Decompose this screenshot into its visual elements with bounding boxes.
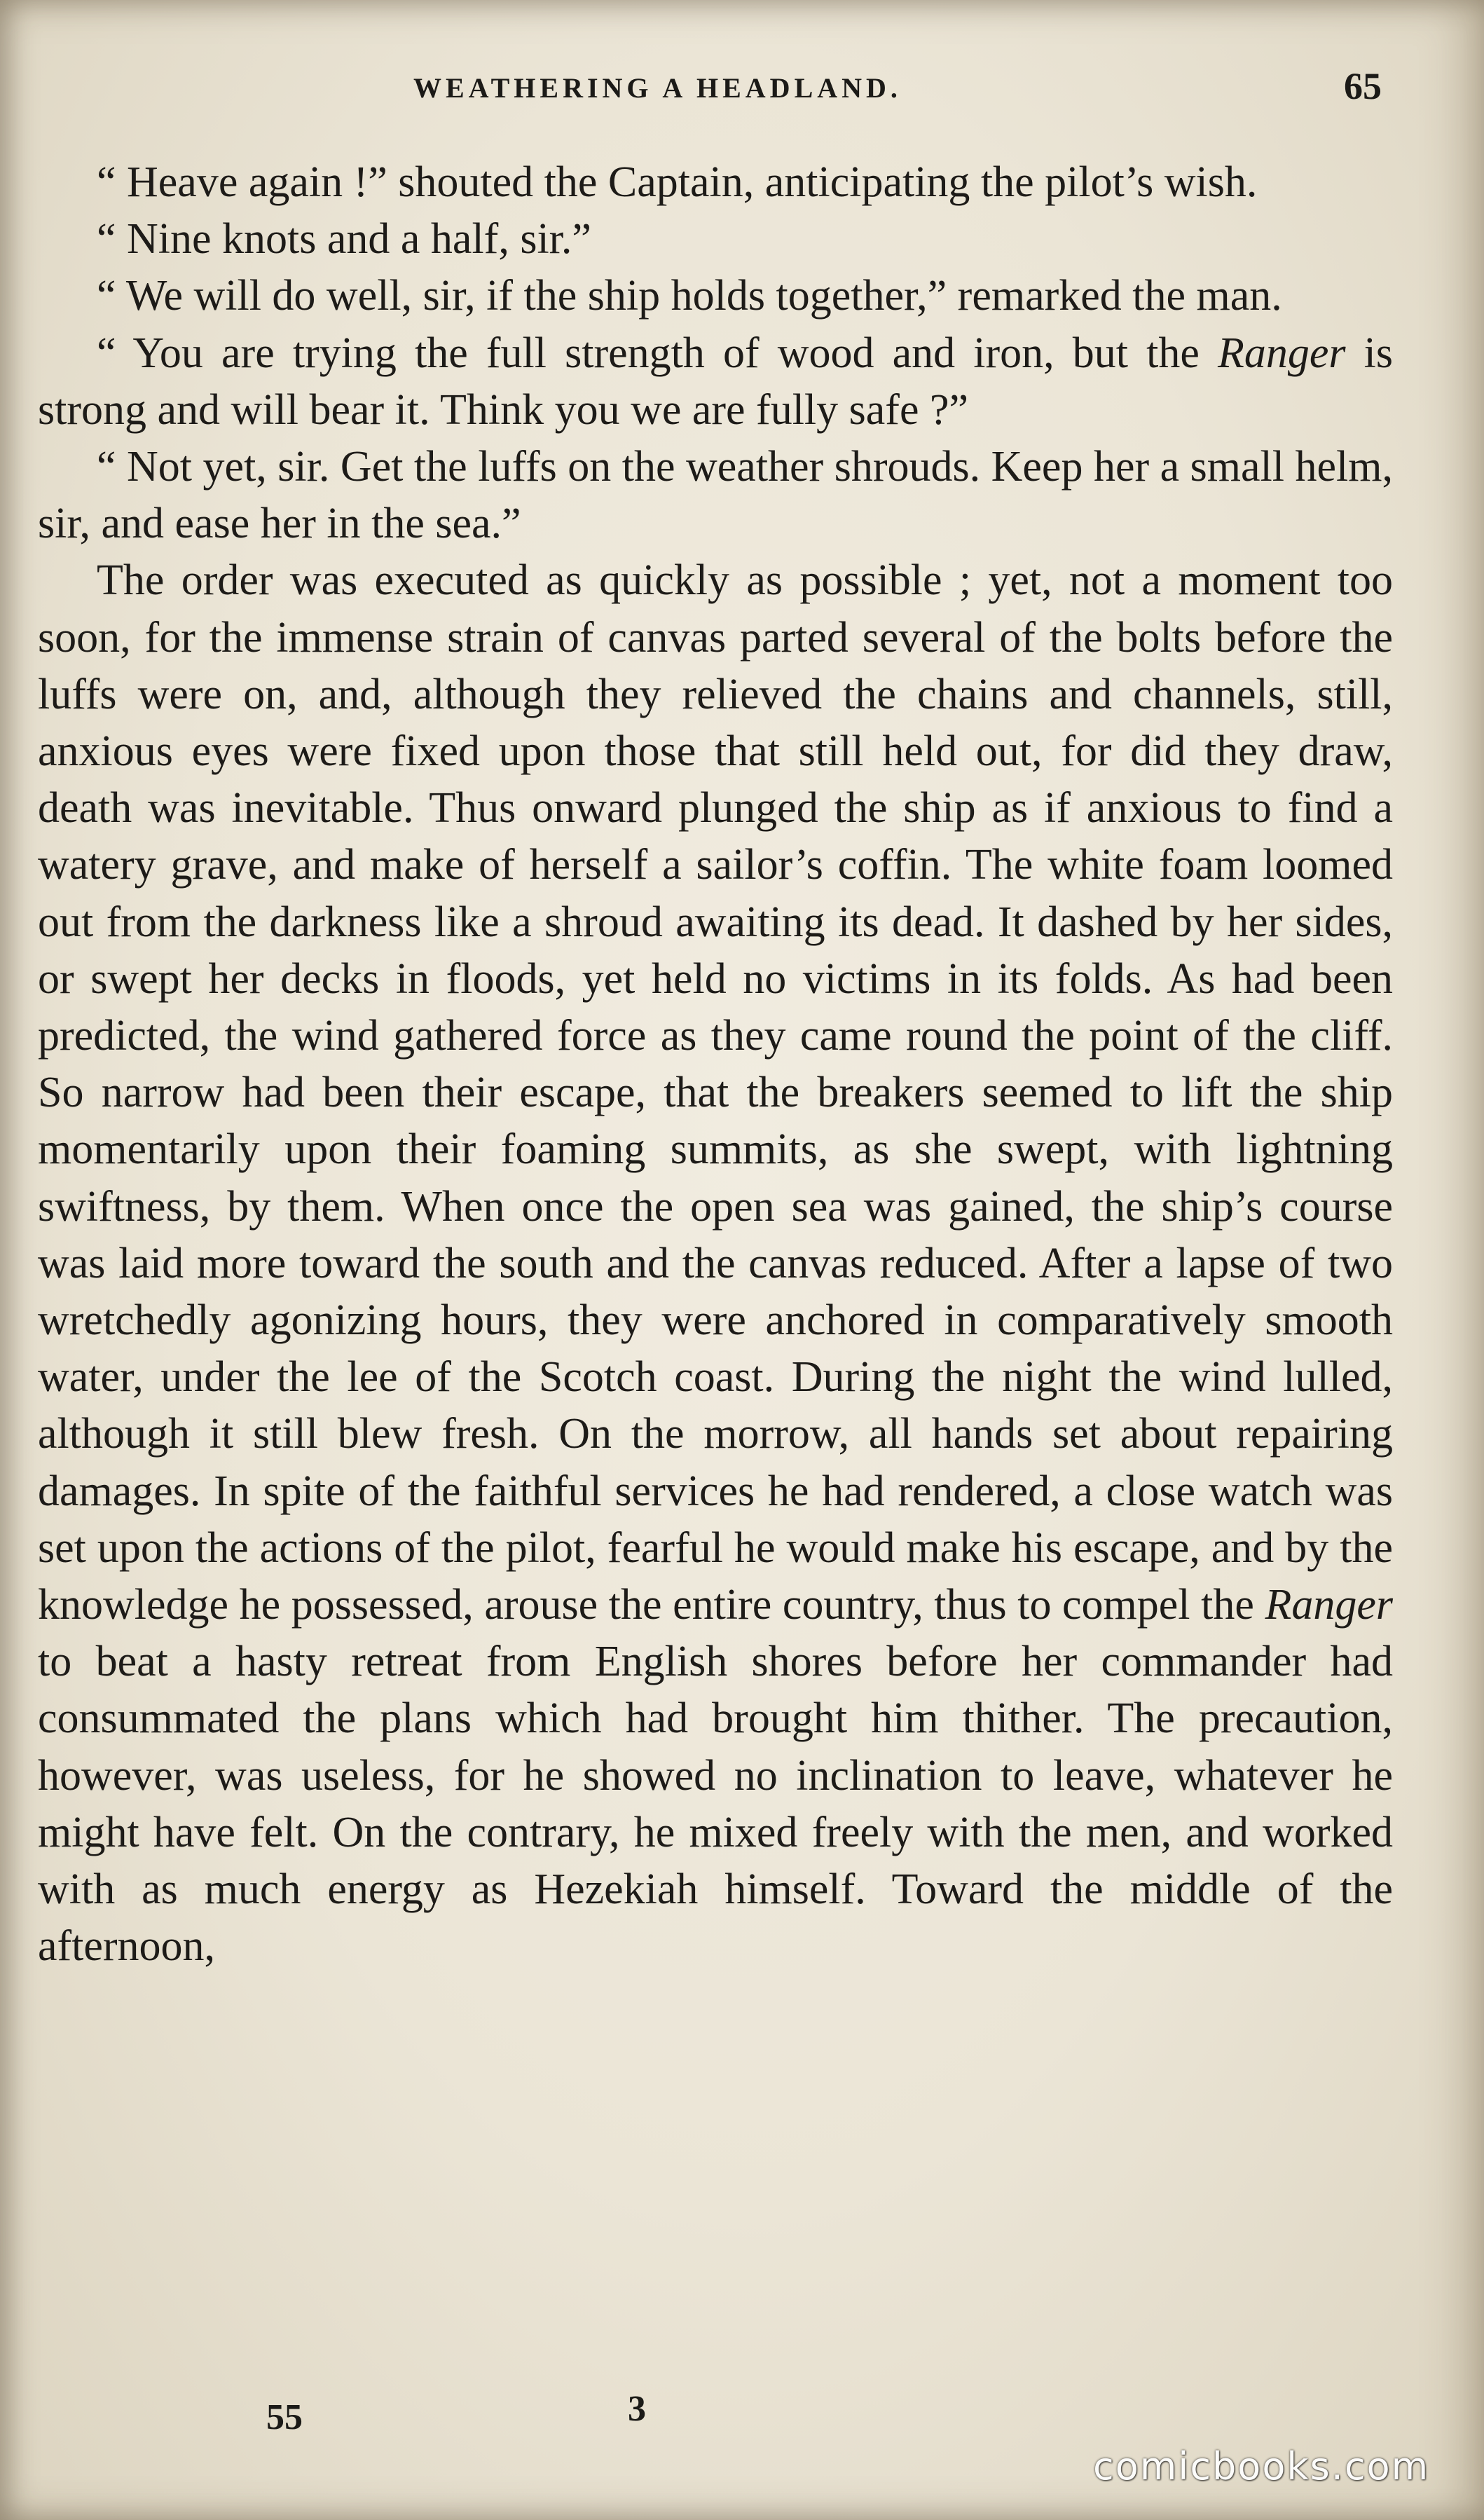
running-head	[0, 64, 1484, 114]
signature-mark-left: 55	[266, 2397, 303, 2437]
page-number: 65	[1344, 65, 1382, 107]
ship-name: Ranger	[1265, 1581, 1393, 1629]
watermark: comicbooks.com	[1093, 2444, 1430, 2488]
paragraph-1: “ Heave again !” shouted the Captain, anticipating the pilot’s wish.	[97, 158, 1258, 206]
ship-name: Ranger	[1218, 329, 1346, 377]
paragraph-3: “ We will do well, sir, if the ship holds together,” remarked the man.	[97, 272, 1282, 320]
paragraph-6: The order was executed as quickly as possible ; yet, not a moment too soon, for the immense strain of canvas parted several of the bolts before the luffs were on, and, although they relieved the chains and channels, still, anxious eyes were fixed upon those that still held out, for did they draw, death was inevitable. Thus onward plunged the ship as if anxious to find a watery grave, and make of herself a sailor’s coffin. The white foam loomed out from the darkness like a shroud awaiting its dead. It dashed by her sides, or swept her decks in floods, yet held no victims in its folds. As had been predicted, the wind gathered force as they came round the point of the cliff. So narrow had been their escape, that the breakers seemed to lift the ship momentarily upon their foaming summits, as she swept, with lightning swiftness, by them. When once the open sea was gained, the ship’s course was laid more toward the south and the canvas reduced. After a lapse of two wretchedly agonizing hours, they were anchored in comparatively smooth water, under the lee of the Scotch coast. During the night the wind lulled, although it still blew fresh. On the morrow, all hands set about repairing damages. In spite of the faithful services he had rendered, a close watch was set upon the actions of the pilot, fearful he would make his escape, and by the knowledge he possessed, arouse the entire country, thus to compel the Ranger to beat a hasty retreat from English shores before her commander had consummated the plans which had brought him thither. The precaution, however, was useless, for he showed no inclination to leave, whatever he might have felt. On the contrary, he mixed freely with the men, and worked with as much energy as Hezekiah himself. Toward the middle of the afternoon,	[38, 556, 1393, 1971]
body-text	[38, 154, 1393, 1975]
chapter-title: WEATHERING A HEADLAND.	[413, 72, 902, 104]
paragraph-2: “ Nine knots and a half, sir.”	[97, 215, 591, 263]
paragraph-5: “ Not yet, sir. Get the luffs on the weather shrouds. Keep her a small helm, sir, and ease her in the sea.”	[38, 443, 1393, 548]
paragraph-4: “ You are trying the full strength of wood and iron, but the Ranger is strong and will bear it. Think you we are fully safe ?”	[38, 329, 1394, 434]
signature-mark-right: 3	[628, 2389, 646, 2429]
